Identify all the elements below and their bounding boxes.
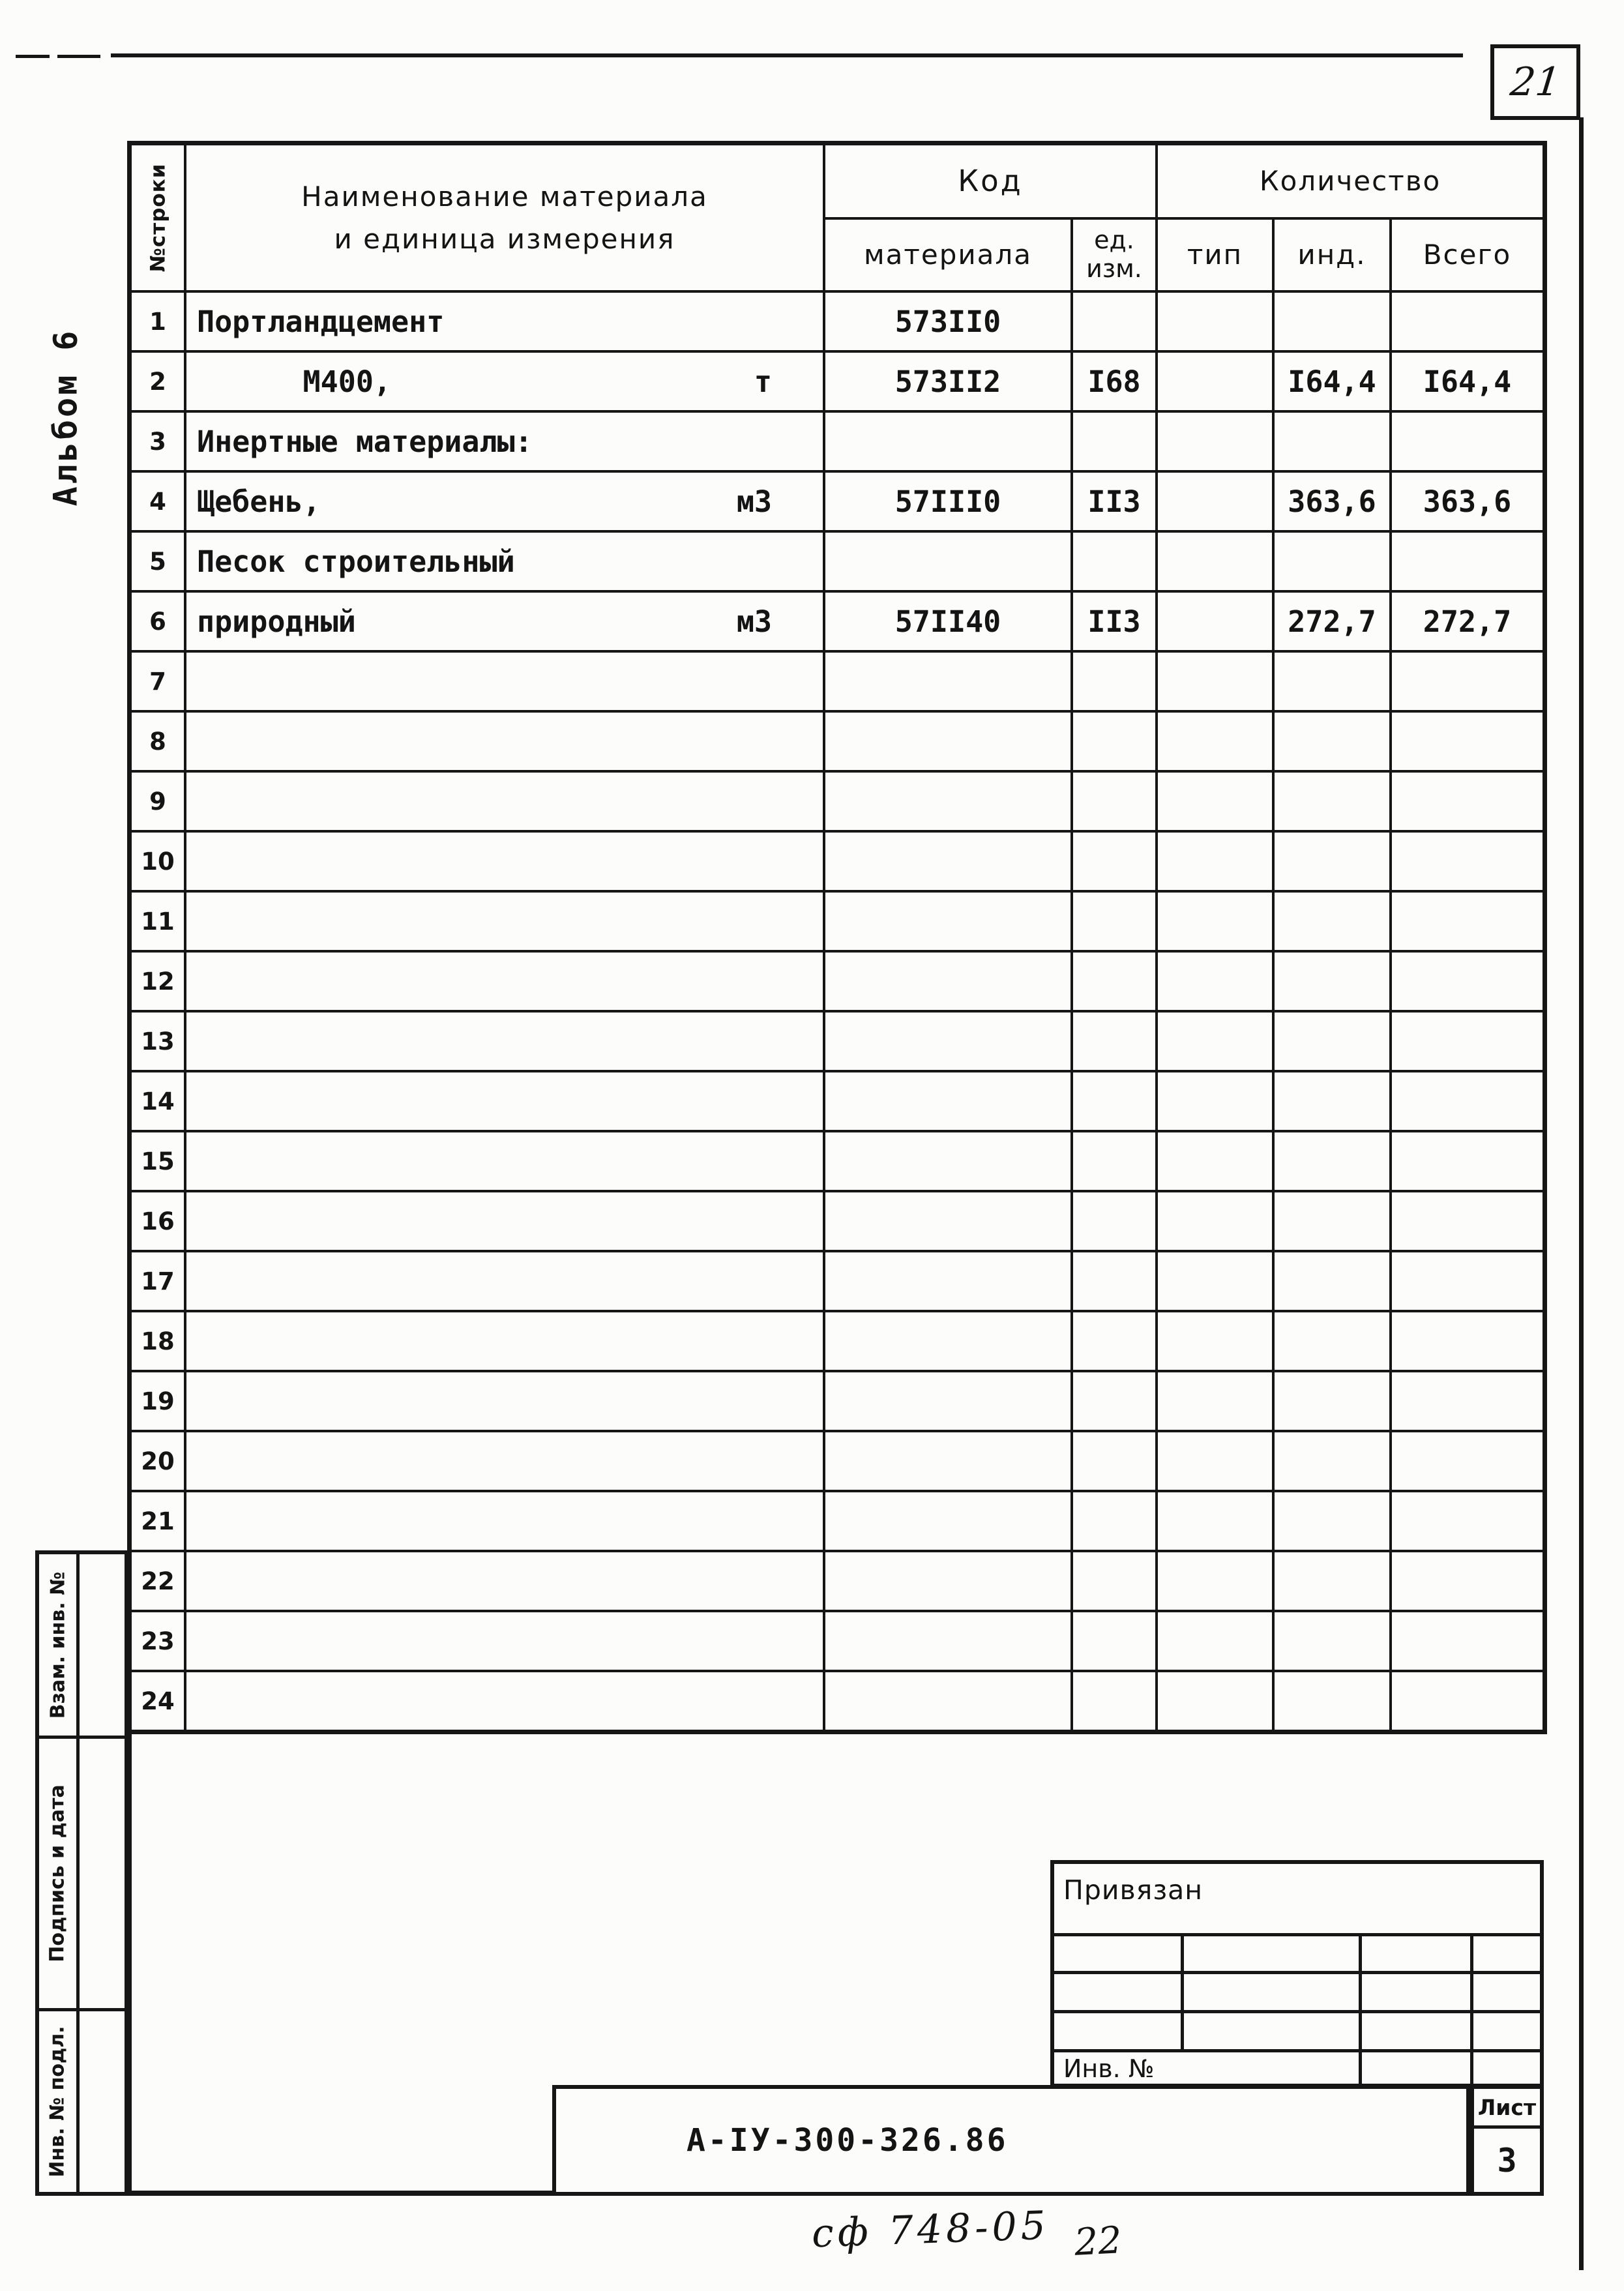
material-code-cell bbox=[825, 953, 1070, 1010]
stamp-line bbox=[1181, 1933, 1184, 2052]
material-code-cell bbox=[825, 1192, 1070, 1250]
row-number: 11 bbox=[132, 893, 184, 950]
side-attribute-column bbox=[35, 1550, 128, 2196]
qty-total-cell bbox=[1392, 1552, 1543, 1610]
qty-total-cell: 272,7 bbox=[1392, 593, 1543, 650]
qty-type-cell bbox=[1158, 1192, 1272, 1250]
unit-code-cell bbox=[1073, 1612, 1155, 1670]
qty-total-cell bbox=[1392, 893, 1543, 950]
material-name-cell bbox=[186, 1612, 823, 1670]
material-code-cell bbox=[825, 1552, 1070, 1610]
unit-code-cell bbox=[1073, 713, 1155, 770]
material-name-cell bbox=[186, 1552, 823, 1610]
material-name-cell bbox=[186, 1672, 823, 1730]
unit-code-cell bbox=[1073, 1192, 1155, 1250]
material-name: Портландцемент bbox=[197, 304, 445, 339]
row-number: 22 bbox=[132, 1552, 184, 1610]
page-number-box bbox=[1490, 44, 1580, 120]
qty-ind-cell bbox=[1275, 1192, 1389, 1250]
material-name-cell bbox=[186, 1012, 823, 1070]
unit-code-cell bbox=[1073, 533, 1155, 590]
qty-type-cell bbox=[1158, 293, 1272, 350]
material-code-cell bbox=[825, 1372, 1070, 1430]
row-number: 5 bbox=[132, 533, 184, 590]
qty-total-cell bbox=[1392, 1492, 1543, 1550]
unit-code-cell bbox=[1073, 1672, 1155, 1730]
qty-ind-cell bbox=[1275, 293, 1389, 350]
header-code-group: Код bbox=[825, 145, 1155, 217]
unit-code-cell bbox=[1073, 1432, 1155, 1490]
qty-type-cell bbox=[1158, 473, 1272, 530]
unit-code-cell bbox=[1073, 773, 1155, 830]
material-unit: м3 bbox=[736, 604, 772, 639]
material-unit: т bbox=[754, 364, 772, 399]
material-name-cell bbox=[186, 1132, 823, 1190]
qty-total-cell bbox=[1392, 833, 1543, 890]
qty-total-cell bbox=[1392, 413, 1543, 470]
qty-ind-cell bbox=[1275, 1312, 1389, 1370]
qty-type-cell bbox=[1158, 833, 1272, 890]
qty-total-cell: I64,4 bbox=[1392, 353, 1543, 410]
qty-total-cell bbox=[1392, 953, 1543, 1010]
material-name: М400, bbox=[197, 364, 392, 399]
material-code-cell bbox=[825, 1252, 1070, 1310]
inv-no-label: Инв. № bbox=[1063, 2054, 1155, 2083]
qty-type-cell bbox=[1158, 1012, 1272, 1070]
header-qty-ind: инд. bbox=[1275, 220, 1389, 290]
header-quantity-group: Количество bbox=[1158, 145, 1543, 217]
qty-ind-cell bbox=[1275, 1132, 1389, 1190]
material-code-cell bbox=[825, 1072, 1070, 1130]
unit-code-cell: II3 bbox=[1073, 473, 1155, 530]
page-number: 21 bbox=[1508, 59, 1563, 105]
qty-total-cell bbox=[1392, 533, 1543, 590]
top-rule-dash bbox=[16, 55, 50, 58]
qty-ind-cell bbox=[1275, 1552, 1389, 1610]
qty-type-cell bbox=[1158, 1072, 1272, 1130]
top-rule bbox=[111, 53, 1463, 57]
qty-ind-cell: 272,7 bbox=[1275, 593, 1389, 650]
material-name-cell bbox=[186, 593, 823, 650]
material-code-cell bbox=[825, 893, 1070, 950]
material-code-cell: 573II2 bbox=[825, 353, 1070, 410]
binding-stamp bbox=[1050, 1860, 1544, 2088]
right-frame-line bbox=[1579, 117, 1584, 2270]
unit-code-cell bbox=[1073, 413, 1155, 470]
material-code-cell bbox=[825, 1012, 1070, 1070]
qty-type-cell bbox=[1158, 413, 1272, 470]
inv-podl-value-cell bbox=[80, 2011, 125, 2192]
row-number: 24 bbox=[132, 1672, 184, 1730]
material-name-cell bbox=[186, 1252, 823, 1310]
footer-code-handwritten: сф 748-05 bbox=[810, 2202, 1050, 2257]
material-name-cell bbox=[186, 713, 823, 770]
header-material-name: Наименование материала и единица измерения bbox=[186, 145, 823, 290]
qty-ind-cell bbox=[1275, 1612, 1389, 1670]
qty-total-cell bbox=[1392, 1252, 1543, 1310]
qty-total-cell bbox=[1392, 653, 1543, 710]
material-name-cell bbox=[186, 833, 823, 890]
material-name-cell bbox=[186, 773, 823, 830]
material-name-cell bbox=[186, 413, 823, 470]
material-code-cell bbox=[825, 1612, 1070, 1670]
row-number: 12 bbox=[132, 953, 184, 1010]
qty-type-cell bbox=[1158, 533, 1272, 590]
row-number: 7 bbox=[132, 653, 184, 710]
unit-code-cell bbox=[1073, 1492, 1155, 1550]
material-code-cell bbox=[825, 533, 1070, 590]
qty-ind-cell bbox=[1275, 653, 1389, 710]
qty-ind-cell: 363,6 bbox=[1275, 473, 1389, 530]
qty-ind-cell bbox=[1275, 413, 1389, 470]
qty-total-cell bbox=[1392, 1372, 1543, 1430]
header-qty-type: тип bbox=[1158, 220, 1272, 290]
qty-type-cell bbox=[1158, 1372, 1272, 1430]
material-code-cell bbox=[825, 653, 1070, 710]
qty-total-cell bbox=[1392, 1132, 1543, 1190]
qty-ind-cell bbox=[1275, 533, 1389, 590]
row-number: 6 bbox=[132, 593, 184, 650]
qty-type-cell bbox=[1158, 1312, 1272, 1370]
unit-code-cell bbox=[1073, 1132, 1155, 1190]
row-number: 13 bbox=[132, 1012, 184, 1070]
material-name-cell bbox=[186, 533, 823, 590]
footer-page-handwritten: 22 bbox=[1073, 2219, 1123, 2264]
qty-ind-cell bbox=[1275, 1372, 1389, 1430]
material-name: Инертные материалы: bbox=[197, 424, 533, 459]
material-code-cell bbox=[825, 773, 1070, 830]
material-name-cell bbox=[186, 293, 823, 350]
material-name-cell bbox=[186, 473, 823, 530]
privyazan-label: Привязан bbox=[1063, 1874, 1203, 1906]
document-number: А-IУ-300-326.86 bbox=[687, 2122, 1009, 2159]
material-code-cell bbox=[825, 1132, 1070, 1190]
podpis-data-value-cell bbox=[80, 1739, 125, 2008]
material-name-cell bbox=[186, 1432, 823, 1490]
material-name-cell bbox=[186, 1072, 823, 1130]
qty-ind-cell bbox=[1275, 1432, 1389, 1490]
qty-type-cell bbox=[1158, 1672, 1272, 1730]
inv-podl-label-cell: Инв. № подл. bbox=[39, 2011, 76, 2192]
row-number: 14 bbox=[132, 1072, 184, 1130]
material-name: Песок строительный bbox=[197, 544, 515, 579]
unit-code-cell bbox=[1073, 1312, 1155, 1370]
material-name-cell bbox=[186, 353, 823, 410]
qty-total-cell bbox=[1392, 1192, 1543, 1250]
header-unit-code: ед. изм. bbox=[1073, 220, 1155, 290]
row-number: 1 bbox=[132, 293, 184, 350]
qty-ind-cell: I64,4 bbox=[1275, 353, 1389, 410]
row-number: 10 bbox=[132, 833, 184, 890]
material-code-cell bbox=[825, 413, 1070, 470]
stamp-line bbox=[1359, 1933, 1362, 2084]
album-label: Альбом 6 bbox=[46, 328, 85, 507]
material-code-cell bbox=[825, 1672, 1070, 1730]
qty-total-cell: 363,6 bbox=[1392, 473, 1543, 530]
qty-ind-cell bbox=[1275, 1012, 1389, 1070]
material-code-cell bbox=[825, 1312, 1070, 1370]
qty-ind-cell bbox=[1275, 1072, 1389, 1130]
qty-type-cell bbox=[1158, 713, 1272, 770]
stamp-line bbox=[1054, 1971, 1540, 1974]
qty-ind-cell bbox=[1275, 773, 1389, 830]
unit-code-cell bbox=[1073, 293, 1155, 350]
material-code-cell: 573II0 bbox=[825, 293, 1070, 350]
qty-type-cell bbox=[1158, 593, 1272, 650]
row-number: 19 bbox=[132, 1372, 184, 1430]
qty-type-cell bbox=[1158, 1252, 1272, 1310]
material-name: Щебень, bbox=[197, 484, 321, 519]
unit-code-cell bbox=[1073, 653, 1155, 710]
qty-type-cell bbox=[1158, 653, 1272, 710]
qty-total-cell bbox=[1392, 773, 1543, 830]
qty-total-cell bbox=[1392, 293, 1543, 350]
unit-code-cell bbox=[1073, 1252, 1155, 1310]
row-number: 3 bbox=[132, 413, 184, 470]
material-name-cell bbox=[186, 893, 823, 950]
header-row-number: №строки bbox=[132, 145, 184, 290]
material-code-cell bbox=[825, 713, 1070, 770]
material-name-cell bbox=[186, 1312, 823, 1370]
qty-ind-cell bbox=[1275, 1252, 1389, 1310]
unit-code-cell bbox=[1073, 1372, 1155, 1430]
qty-ind-cell bbox=[1275, 713, 1389, 770]
row-number: 9 bbox=[132, 773, 184, 830]
stamp-line bbox=[1054, 1933, 1540, 1936]
unit-code-cell bbox=[1073, 1012, 1155, 1070]
title-block bbox=[552, 2085, 1470, 2196]
header-code-material: материала bbox=[825, 220, 1070, 290]
stamp-line bbox=[1470, 1933, 1473, 2084]
qty-total-cell bbox=[1392, 1672, 1543, 1730]
qty-ind-cell bbox=[1275, 833, 1389, 890]
material-name-cell bbox=[186, 953, 823, 1010]
qty-ind-cell bbox=[1275, 1492, 1389, 1550]
material-name-cell bbox=[186, 1372, 823, 1430]
material-code-cell bbox=[825, 833, 1070, 890]
qty-ind-cell bbox=[1275, 953, 1389, 1010]
qty-type-cell bbox=[1158, 1132, 1272, 1190]
stamp-line bbox=[1054, 2010, 1540, 2013]
row-number: 2 bbox=[132, 353, 184, 410]
unit-code-cell bbox=[1073, 1552, 1155, 1610]
materials-table bbox=[127, 141, 1547, 1734]
qty-total-cell bbox=[1392, 1012, 1543, 1070]
material-name-cell bbox=[186, 653, 823, 710]
material-code-cell: 57II40 bbox=[825, 593, 1070, 650]
qty-ind-cell bbox=[1275, 893, 1389, 950]
material-name-cell bbox=[186, 1492, 823, 1550]
qty-total-cell bbox=[1392, 1612, 1543, 1670]
row-number: 16 bbox=[132, 1192, 184, 1250]
unit-code-cell: I68 bbox=[1073, 353, 1155, 410]
unit-code-cell bbox=[1073, 953, 1155, 1010]
unit-code-cell bbox=[1073, 1072, 1155, 1130]
material-code-cell: 57III0 bbox=[825, 473, 1070, 530]
unit-code-cell bbox=[1073, 893, 1155, 950]
row-number: 18 bbox=[132, 1312, 184, 1370]
qty-total-cell bbox=[1392, 713, 1543, 770]
header-qty-total: Всего bbox=[1392, 220, 1543, 290]
qty-type-cell bbox=[1158, 1552, 1272, 1610]
vzam-inv-label-cell: Взам. инв. № bbox=[39, 1554, 76, 1736]
row-number: 8 bbox=[132, 713, 184, 770]
material-name: природный bbox=[197, 604, 356, 639]
unit-code-cell: II3 bbox=[1073, 593, 1155, 650]
row-number: 20 bbox=[132, 1432, 184, 1490]
sheet-label: Лист bbox=[1474, 2089, 1540, 2129]
qty-total-cell bbox=[1392, 1312, 1543, 1370]
row-number: 17 bbox=[132, 1252, 184, 1310]
qty-type-cell bbox=[1158, 773, 1272, 830]
material-code-cell bbox=[825, 1432, 1070, 1490]
qty-type-cell bbox=[1158, 953, 1272, 1010]
qty-ind-cell bbox=[1275, 1672, 1389, 1730]
podpis-data-label-cell: Подпись и дата bbox=[39, 1739, 76, 2008]
sheet-box bbox=[1470, 2085, 1544, 2196]
vzam-inv-value-cell bbox=[80, 1554, 125, 1736]
qty-type-cell bbox=[1158, 353, 1272, 410]
qty-type-cell bbox=[1158, 1612, 1272, 1670]
unit-code-cell bbox=[1073, 833, 1155, 890]
stamp-line bbox=[1054, 2049, 1540, 2052]
qty-total-cell bbox=[1392, 1432, 1543, 1490]
material-code-cell bbox=[825, 1492, 1070, 1550]
qty-type-cell bbox=[1158, 1432, 1272, 1490]
row-number: 23 bbox=[132, 1612, 184, 1670]
row-number: 21 bbox=[132, 1492, 184, 1550]
row-number: 4 bbox=[132, 473, 184, 530]
qty-type-cell bbox=[1158, 1492, 1272, 1550]
qty-total-cell bbox=[1392, 1072, 1543, 1130]
material-name-cell bbox=[186, 1192, 823, 1250]
material-unit: м3 bbox=[736, 484, 772, 519]
sheet-number: 3 bbox=[1497, 2141, 1517, 2180]
row-number: 15 bbox=[132, 1132, 184, 1190]
top-rule-dash bbox=[57, 55, 100, 58]
qty-type-cell bbox=[1158, 893, 1272, 950]
